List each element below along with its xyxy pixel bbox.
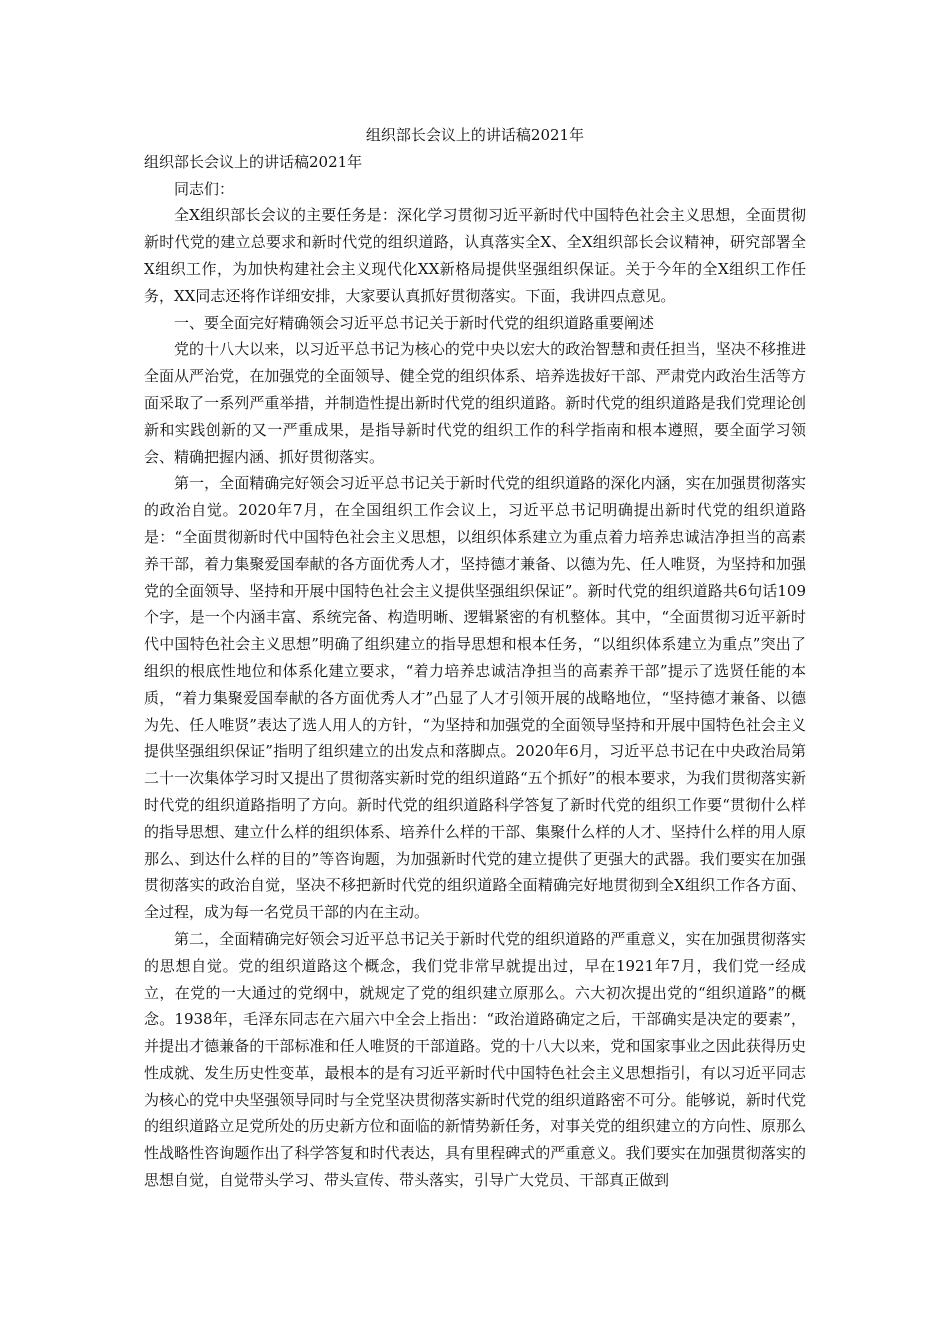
greeting: 同志们： (174, 179, 235, 198)
document-title: 组织部长会议上的讲话稿2021年 (365, 126, 585, 144)
document-page (144, 122, 806, 1194)
section-heading-1: 一、要全面完好精确领会习近平总书记关于新时代党的组织道路重要阐述 (174, 313, 655, 332)
paragraph-second-point: 第二，全面精确完好领会习近平总书记关于新时代党的组织道路的严重意义，实在加强贯彻落实的思想自觉。党的组织道路这个概念，我们党非常早就提出过，早在1921年7月，我们党一经成立，在党的一大通过的党纲中，就规定了党的组织建立原那么。六大初次提出党的“组织道路”的概念。1938年，毛泽东同志在六届六中全会上指出：“政治道路确定之后，干部确实是决定的要素”，并提出才德兼备的干部标准和任人唯贤的干部道路。党的十八大以来，党和国家事业之因此获得历史性成就、发生历史性变革，最根本的是有习近平新时代中国特色社会主义思想指引，有以习近平同志为核心的党中央坚强领导同时与全党坚决贯彻落实新时代党的组织道路密不可分。能够说，新时代党的组织道路立足党所处的历史新方位和面临的新情势新任务，对事关党的组织建立的方向性、原那么性战略性咨询题作出了科学答复和时代表达，具有里程碑式的严重意义。我们要实在加强贯彻落实的思想自觉，自觉带头学习、带头宣传、带头落实，引导广大党员、干部真正做到 (144, 929, 806, 1190)
paragraph-intro: 全X组织部长会议的主要任务是：深化学习贯彻习近平新时代中国特色社会主义思想，全面贯彻新时代党的建立总要求和新时代党的组织道路，认真落实全X、全X组织部长会议精神，研究部署全X组织工作，为加快构建社会主义现代化XX新格局提供坚强组织保证。关于今年的全X组织工作任务，XX同志还将作详细安排，大家要认真抓好贯彻落实。下面，我讲四点意见。 (144, 206, 806, 305)
paragraph-section-1-overview: 党的十八大以来，以习近平总书记为核心的党中央以宏大的政治智慧和责任担当，坚决不移推进全面从严治党，在加强党的全面领导、健全党的组织体系、培养选拔好干部、严肃党内政治生活等方面采取了一系列严重举措，并制造性提出新时代党的组织道路。新时代党的组织道路是我们党理论创新和实践创新的又一严重成果，是指导新时代党的组织工作的科学指南和根本遵照，要全面学习领会、精确把握内涵、抓好贯彻落实。 (144, 340, 806, 466)
paragraph-first-point: 第一，全面精确完好领会习近平总书记关于新时代党的组织道路的深化内涵，实在加强贯彻落实的政治自觉。2020年7月，在全国组织工作会议上，习近平总书记明确提出新时代党的组织道路是：“全面贯彻新时代中国特色社会主义思想，以组织体系建立为重点着力培养忠诚洁净担当的高素养干部，着力集聚爱国奉献的各方面优秀人才，坚持德才兼备、以德为先、任人唯贤，为坚持和加强党的全面领导、坚持和开展中国特色社会主义提供坚强组织保证”。新时代党的组织道路共6句话109个字，是一个内涵丰富、系统完备、构造明晰、逻辑紧密的有机整体。其中，“全面贯彻习近平新时代中国特色社会主义思想”明确了组织建立的指导思想和根本任务，“以组织体系建立为重点”突出了组织的根底性地位和体系化建立要求，“着力培养忠诚洁净担当的高素养干部”提示了选贤任能的本质，“着力集聚爱国奉献的各方面优秀人才”凸显了人才引领开展的战略地位，“坚持德才兼备、以德为先、任人唯贤”表达了选人用人的方针，“为坚持和加强党的全面领导坚持和开展中国特色社会主义提供坚强组织保证”指明了组织建立的出发点和落脚点。2020年6月，习近平总书记在中央政治局第二十一次集体学习时又提出了贯彻落实新时党的组织道路“五个抓好”的根本要求，为我们贯彻落实新时代党的组织道路指明了方向。新时代党的组织道路科学答复了新时代党的组织工作要“贯彻什么样的指导思想、建立什么样的组织体系、培养什么样的干部、集聚什么样的人才、坚持什么样的用人原那么、到达什么样的目的”等咨询题，为加强新时代党的建立提供了更强大的武器。我们要实在加强贯彻落实的政治自觉，坚决不移把新时代党的组织道路全面精确完好地贯彻到全X组织工作各方面、全过程，成为每一名党员干部的内在主动。 (144, 474, 806, 922)
document-subtitle: 组织部长会议上的讲话稿2021年 (144, 152, 363, 171)
